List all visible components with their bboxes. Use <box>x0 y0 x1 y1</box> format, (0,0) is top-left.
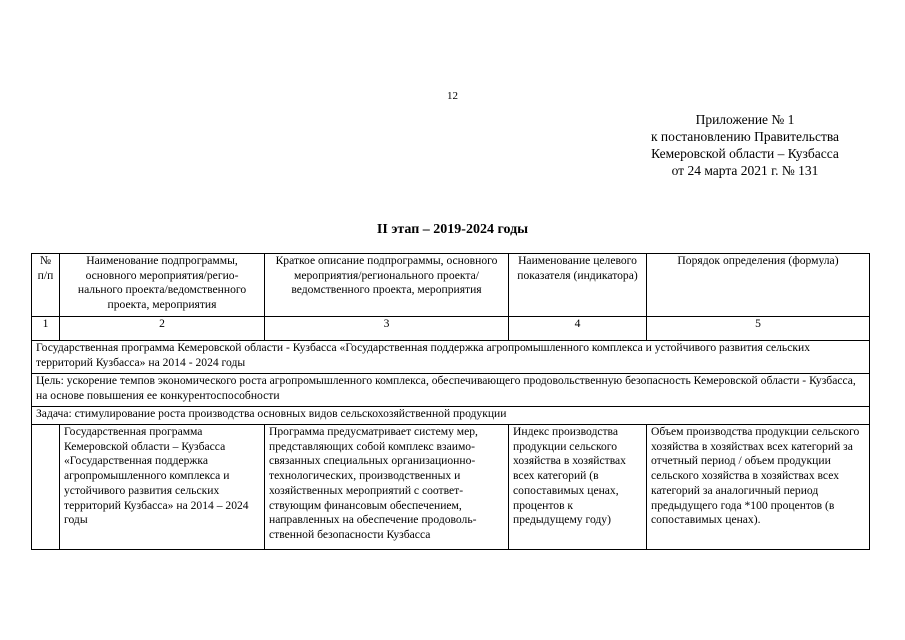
column-number: 3 <box>265 317 509 341</box>
row-description-cell: Программа предусматривает систему мер, представляющих собой комплекс взаимо-связанных специальных организационно-технологических, производственных и хозяйственных мероприятий с соответ-ствующим финансовым обеспечением, направленных на обеспечение продоволь-ственной безопасности Кузбасса <box>265 425 509 550</box>
column-number: 4 <box>509 317 647 341</box>
header-formula: Порядок определения (формула) <box>647 254 870 317</box>
goal-row <box>32 374 870 407</box>
row-indicator-cell: Индекс производства продукции сельского хозяйства в хозяйствах всех категорий (в сопоставимых ценах, процентов к предыдущему году) <box>509 425 647 550</box>
header-description: Краткое описание подпрограммы, основного мероприятия/регионального проекта/ведомственного проекта, мероприятия <box>265 254 509 317</box>
stage-title: II этап – 2019-2024 годы <box>376 222 529 237</box>
appendix-block <box>600 111 890 179</box>
table-row <box>32 425 870 550</box>
header-name: Наименование подпрограммы, основного мероприятия/регио-нального проекта/ведомственного проекта, мероприятия <box>60 254 265 317</box>
appendix-line-1: Приложение № 1 <box>695 112 795 127</box>
task-cell: Задача: стимулирование роста производства основных видов сельскохозяйственной продукции <box>32 407 870 425</box>
row-formula-cell: Объем производства продукции сельского хозяйства в хозяйствах всех категорий за отчетный период / объем продукции сельского хозяйства в хозяйствах всех категорий за аналогичный период предыдущего года *100 процентов (в сопоставимых ценах). <box>647 425 870 550</box>
task-row <box>32 407 870 425</box>
program-cell: Государственная программа Кемеровской области - Кузбасса «Государственная поддержка агропромышленного комплекса и устойчивого развития сельских территорий Кузбасса» на 2014 - 2024 годы <box>32 341 870 374</box>
column-number: 1 <box>32 317 60 341</box>
column-number: 5 <box>647 317 870 341</box>
goal-cell: Цель: ускорение темпов экономического роста агропромышленного комплекса, обеспечивающего продовольственную безопасность Кемеровской области - Кузбасса, на основе повышения ее конкурентоспособности <box>32 374 870 407</box>
program-row <box>32 341 870 374</box>
table-header-row <box>32 254 870 317</box>
row-num-cell <box>32 425 60 550</box>
column-number: 2 <box>60 317 265 341</box>
column-number-row <box>32 317 870 341</box>
program-table <box>31 253 870 550</box>
header-num: № п/п <box>32 254 60 317</box>
appendix-line-3: Кемеровской области – Кузбасса <box>651 146 839 161</box>
header-indicator: Наименование целевого показателя (индикатора) <box>509 254 647 317</box>
row-name-cell: Государственная программа Кемеровской области – Кузбасса «Государственная поддержка агропромышленного комплекса и устойчивого развития сельских территорий Кузбасса» на 2014 – 2024 годы <box>60 425 265 550</box>
appendix-line-2: к постановлению Правительства <box>650 129 840 144</box>
appendix-line-4: от 24 марта 2021 г. № 131 <box>671 163 819 178</box>
page-number: 12 <box>447 90 458 102</box>
